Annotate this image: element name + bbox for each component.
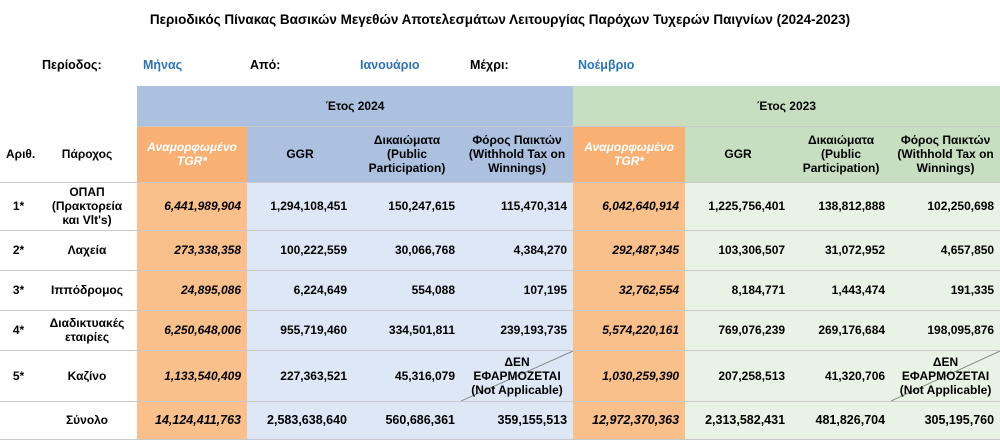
rights-2023: 1,443,474 — [791, 270, 891, 310]
rights-2023: 138,812,888 — [791, 182, 891, 230]
total-rights-2024: 560,686,361 — [353, 401, 461, 439]
row-provider: ΟΠΑΠ (Πρακτορεία και Vlt's) — [37, 182, 137, 230]
total-tgr-2024: 14,124,411,763 — [137, 401, 247, 439]
total-tgr-2023: 12,972,370,363 — [573, 401, 685, 439]
ggr-2024: 100,222,559 — [247, 230, 353, 270]
tgr-2024: 6,250,648,006 — [137, 310, 247, 350]
col-tax-2023-header: Φόρος Παικτών (Withhold Tax on Winnings) — [891, 126, 1000, 182]
col-num-header: Αριθ. — [0, 126, 37, 182]
total-rights-2023: 481,826,704 — [791, 401, 891, 439]
table-row — [0, 270, 1000, 310]
rights-2024: 45,316,079 — [353, 350, 461, 401]
tgr-2024: 6,441,989,904 — [137, 182, 247, 230]
tax-2024: 4,384,270 — [461, 230, 573, 270]
tgr-2024: 273,338,358 — [137, 230, 247, 270]
tax-2023: 191,335 — [891, 270, 1000, 310]
page-title: Περιοδικός Πίνακας Βασικών Μεγεθών Αποτελεσμάτων Λειτουργίας Παρόχων Τυχερών Παιγνίων (2024-2023) — [149, 12, 851, 27]
to-label: Μέχρι: — [470, 58, 509, 72]
ggr-2024: 955,719,460 — [247, 310, 353, 350]
not-applicable-text: ΔΕΝ ΕΦΑΡΜΟΖΕΤΑΙ (Not Applicable) — [899, 354, 992, 397]
tax-2023: 102,250,698 — [891, 182, 1000, 230]
col-rights-2024-header: Δικαιώματα (Public Participation) — [353, 126, 461, 182]
period-selector — [0, 58, 1000, 76]
col-tax-2024-header: Φόρος Παικτών (Withhold Tax on Winnings) — [461, 126, 573, 182]
tax-2024: 115,470,314 — [461, 182, 573, 230]
ggr-2023: 103,306,507 — [685, 230, 791, 270]
to-value[interactable]: Νοέμβριο — [578, 58, 635, 72]
year-2024-header: Έτος 2024 — [137, 86, 573, 126]
ggr-2024: 1,294,108,451 — [247, 182, 353, 230]
col-tgr-2024-header: Αναμορφωμένο TGR* — [137, 126, 247, 182]
col-ggr-2024-header: GGR — [247, 126, 353, 182]
tax-2023-not-applicable — [891, 350, 1000, 401]
from-value[interactable]: Ιανουάριο — [360, 58, 420, 72]
ggr-2023: 8,184,771 — [685, 270, 791, 310]
total-row — [0, 401, 1000, 439]
rights-2024: 554,088 — [353, 270, 461, 310]
total-ggr-2023: 2,313,582,431 — [685, 401, 791, 439]
col-rights-2023-header: Δικαιώματα (Public Participation) — [791, 126, 891, 182]
total-tax-2024: 359,155,513 — [461, 401, 573, 439]
tgr-2023: 292,487,345 — [573, 230, 685, 270]
ggr-2024: 6,224,649 — [247, 270, 353, 310]
col-ggr-2023-header: GGR — [685, 126, 791, 182]
tgr-2023: 32,762,554 — [573, 270, 685, 310]
tgr-2023: 1,030,259,390 — [573, 350, 685, 401]
row-num: 3* — [0, 270, 37, 310]
table-row — [0, 230, 1000, 270]
tgr-2024: 24,895,086 — [137, 270, 247, 310]
rights-2024: 30,066,768 — [353, 230, 461, 270]
row-provider: Λαχεία — [37, 230, 137, 270]
rights-2024: 150,247,615 — [353, 182, 461, 230]
from-label: Από: — [250, 58, 281, 72]
table-row — [0, 350, 1000, 401]
ggr-2024: 227,363,521 — [247, 350, 353, 401]
tax-2023: 198,095,876 — [891, 310, 1000, 350]
rights-2023: 31,072,952 — [791, 230, 891, 270]
not-applicable-text: ΔΕΝ ΕΦΑΡΜΟΖΕΤΑΙ (Not Applicable) — [471, 354, 563, 397]
row-num: 5* — [0, 350, 37, 401]
table-row — [0, 182, 1000, 230]
rights-2024: 334,501,811 — [353, 310, 461, 350]
period-value[interactable]: Μήνας — [143, 58, 183, 72]
year-2023-header: Έτος 2023 — [573, 86, 1000, 126]
ggr-2023: 207,258,513 — [685, 350, 791, 401]
tax-2024-not-applicable — [461, 350, 573, 401]
tax-2023: 4,657,850 — [891, 230, 1000, 270]
rights-2023: 269,176,684 — [791, 310, 891, 350]
total-ggr-2024: 2,583,638,640 — [247, 401, 353, 439]
ggr-2023: 1,225,756,401 — [685, 182, 791, 230]
total-tax-2023: 305,195,760 — [891, 401, 1000, 439]
row-num: 4* — [0, 310, 37, 350]
table-row — [0, 310, 1000, 350]
tgr-2024: 1,133,540,409 — [137, 350, 247, 401]
total-label: Σύνολο — [37, 401, 137, 439]
period-label: Περίοδος: — [42, 58, 102, 72]
row-num: 1* — [0, 182, 37, 230]
tax-2024: 239,193,735 — [461, 310, 573, 350]
row-provider: Διαδικτυακές εταιρίες — [37, 310, 137, 350]
tgr-2023: 5,574,220,161 — [573, 310, 685, 350]
tax-2024: 107,195 — [461, 270, 573, 310]
tgr-2023: 6,042,640,914 — [573, 182, 685, 230]
row-provider: Ιππόδρομος — [37, 270, 137, 310]
col-tgr-2023-header: Αναμορφωμένο TGR* — [573, 126, 685, 182]
row-num: 2* — [0, 230, 37, 270]
col-provider-header: Πάροχος — [37, 126, 137, 182]
row-provider: Καζίνο — [37, 350, 137, 401]
ggr-2023: 769,076,239 — [685, 310, 791, 350]
rights-2023: 41,320,706 — [791, 350, 891, 401]
results-table — [0, 86, 1000, 440]
